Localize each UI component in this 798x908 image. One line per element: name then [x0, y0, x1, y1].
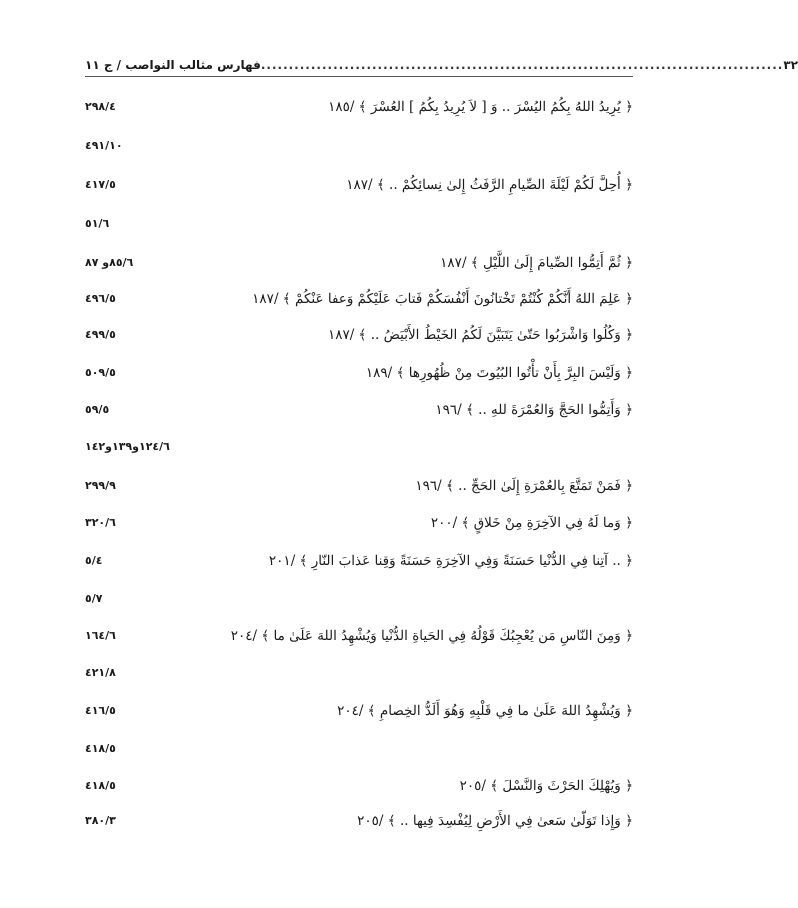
index-entry	[85, 474, 633, 498]
page-reference: ٣٨٠/٣	[85, 814, 116, 827]
running-title: فهارس مثالب النواصب / ج ١١	[85, 58, 261, 72]
page-reference: ٤٩١/١٠	[85, 139, 123, 152]
leader-dots: ..............................................................................................	[260, 58, 784, 72]
verse-text: ﴿ يُرِيدُ اللهُ بِكُمُ اليُسْرَ .. وَ [ لاَ يُرِيدُ بِكُمُ ] العُسْرَ ﴾ /١٨٥	[328, 99, 633, 115]
page-reference: ٨٥/٦و ٨٧	[85, 256, 134, 269]
verse-text: ﴿ عَلِمَ اللهُ أَنَّكُمْ كُنْتُمْ تَخْتانُونَ أَنْفُسَكُمْ فَتابَ عَلَيْكُمْ وَعفا عَنْكُمْ ﴾ /١٨٧	[252, 291, 633, 307]
page-number: ٣٢	[783, 58, 798, 72]
page-reference: ٢٩٩/٩	[85, 479, 116, 492]
page-reference: ٢٩٨/٤	[85, 100, 116, 113]
index-entry	[85, 134, 633, 158]
index-entry	[85, 549, 633, 573]
index-entry	[85, 398, 633, 422]
page-reference: ٣٢٠/٦	[85, 516, 116, 529]
index-entry	[85, 661, 633, 685]
page-reference: ٤١٦/٥	[85, 704, 116, 717]
verse-text: ﴿ وَكُلُوا وَاشْرَبُوا حَتّىٰ يَتَبَيَّنَ لَكُمُ الخَيْطُ الأَبْيَضُ .. ﴾ /١٨٧	[327, 327, 633, 343]
index-entry	[85, 809, 633, 833]
verse-text: ﴿ وَإِذا تَوَلّىٰ سَعىٰ فِي الأَرْضِ لِيُفْسِدَ فِيها .. ﴾ /٢٠٥	[357, 813, 633, 829]
index-entry	[85, 287, 633, 311]
verse-text: ﴿ وَلَيْسَ البِرَّ بِأَنْ تأْتُوا البُيُوتَ مِنْ ظُهُورِها ﴾ /١٨٩	[365, 365, 633, 381]
page-reference: ١٢٤/٦و١٣٩و١٤٢	[85, 440, 170, 453]
page-reference: ٤١٧/٥	[85, 178, 116, 191]
index-entry	[85, 737, 633, 761]
verse-text: ﴿ وَمِنَ النّاسِ مَن يُعْجِبُكَ قَوْلُهُ فِي الحَياةِ الدُّنْيا وَيُشْهِدُ اللهَ عَلَىٰ ما ﴾ /٢٠٤	[230, 628, 633, 644]
page-reference: ٥٩/٥	[85, 403, 110, 416]
index-entry	[85, 361, 633, 385]
index-entry	[85, 624, 633, 648]
page-reference: ٤١٨/٥	[85, 742, 116, 755]
verse-text: ﴿ وَيُهْلِكَ الحَرْثَ وَالنَّسْلَ ﴾ /٢٠٥	[459, 778, 633, 794]
index-entry	[85, 435, 633, 459]
index-entry	[85, 511, 633, 535]
verse-text: ﴿ ثُمَّ أَتِمُّوا الصِّيامَ إِلَىٰ اللَّيْلِ ﴾ /١٨٧	[440, 255, 633, 271]
index-entry	[85, 699, 633, 723]
page-reference: ٥/٤	[85, 554, 103, 567]
verse-text: ﴿ .. آتِنا فِي الدُّنْيا حَسَنَةً وَفِي الآخِرَةِ حَسَنَةً وَقِنا عَذابَ النّارِ ﴾ /٢٠١	[268, 553, 633, 569]
verse-text: ﴿ أُحِلَّ لَكُمْ لَيْلَةَ الصِّيامِ الرَّفَثُ إِلىٰ نِسائِكُمْ .. ﴾ /١٨٧	[346, 177, 633, 193]
verse-text: ﴿ وَما لَهُ فِي الآخِرَةِ مِنْ خَلاقٍ ﴾ /٢٠٠	[430, 515, 633, 531]
page-reference: ٤١٨/٥	[85, 779, 116, 792]
index-entry	[85, 251, 633, 275]
page-reference: ٥١/٦	[85, 217, 110, 230]
page-header	[85, 54, 798, 77]
page-reference: ٤٩٦/٥	[85, 292, 116, 305]
verse-text: ﴿ وَأَتِمُّوا الحَجَّ وَالعُمْرَةَ للهِ .. ﴾ /١٩٦	[435, 402, 633, 418]
page-reference: ٤٩٩/٥	[85, 328, 116, 341]
page-reference: ٤٢١/٨	[85, 666, 116, 679]
page-reference: ٥٠٩/٥	[85, 366, 116, 379]
index-entry	[85, 212, 633, 236]
index-entry	[85, 774, 633, 798]
page-reference: ٥/٧	[85, 592, 103, 605]
index-entry	[85, 323, 633, 347]
index-entry	[85, 587, 633, 611]
verse-text: ﴿ وَيُشْهِدُ اللهَ عَلَىٰ ما فِي قَلْبِهِ وَهُوَ أَلَدُّ الخِصامِ ﴾ /٢٠٤	[337, 703, 633, 719]
index-entry	[85, 95, 633, 119]
index-entry	[85, 173, 633, 197]
verse-text: ﴿ فَمَنْ تَمَتَّعَ بِالعُمْرَةِ إِلَىٰ الحَجِّ .. ﴾ /١٩٦	[415, 478, 633, 494]
page-reference: ١٦٤/٦	[85, 629, 116, 642]
